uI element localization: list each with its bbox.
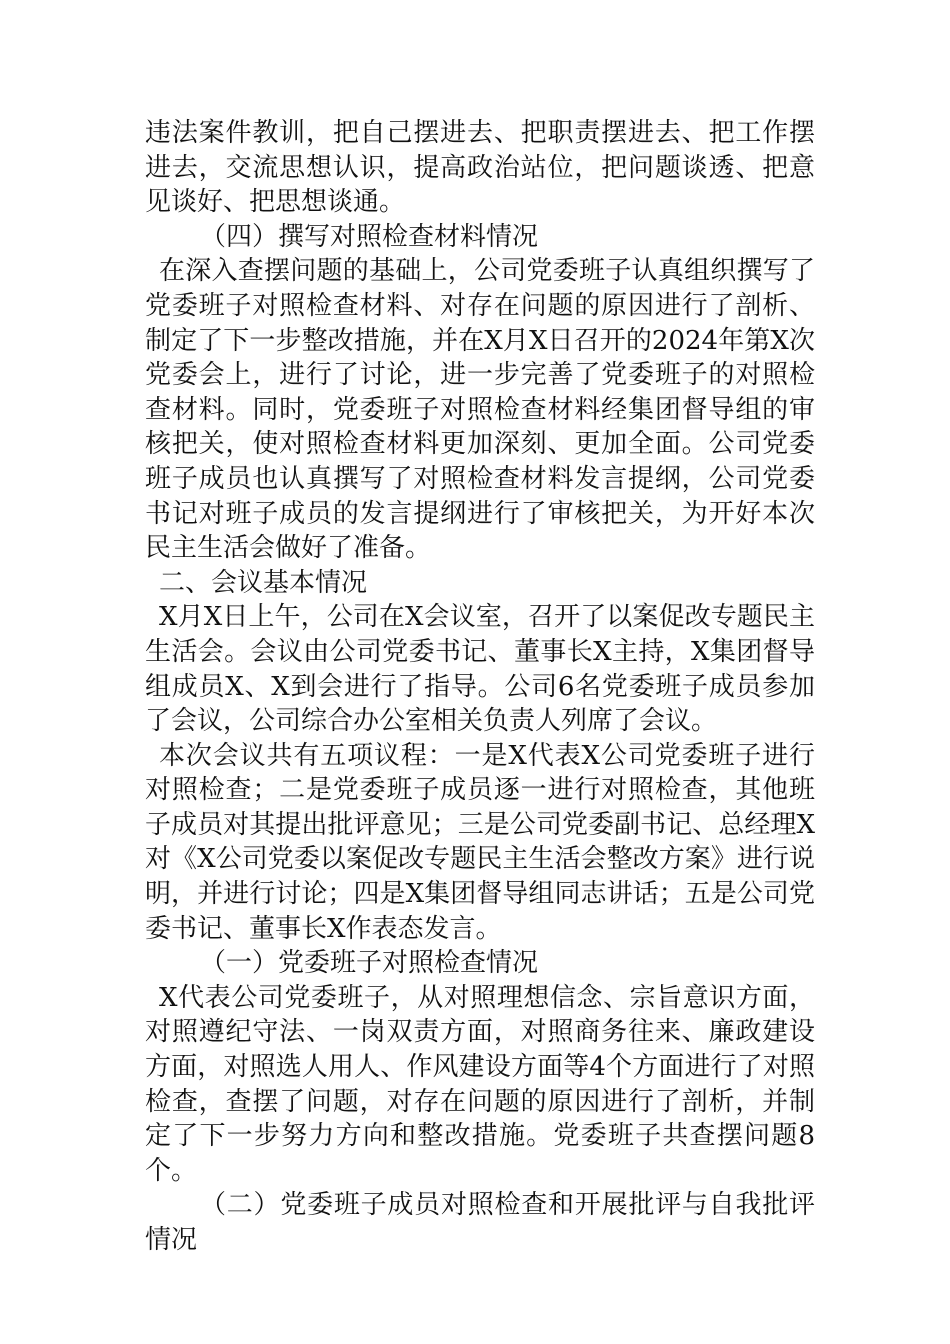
subheading-team-check: （一）党委班子对照检查情况 <box>200 948 539 979</box>
heading-meeting-basics: 二、会议基本情况 <box>159 567 368 598</box>
paragraph-materials: 在深入查摆问题的基础上，公司党委班子认真组织撰写了党委班子对照检查材料、对存在问题的原因进行了剖析、制定了下一步整改措施，并在X月X日召开的2024年第X次党委会上，进行了讨论，进一步完善了党委班子的对照检查材料。同时，党委班子对照检查材料经集团督导组的审核把关，使对照检查材料更加深刻、更加全面。公司党委班子成员也认真撰写了对照检查材料发言提纲，公司党委书记对班子成员的发言提纲进行了审核把关，为开好本次民主生活会做好了准备。 <box>145 256 815 564</box>
subheading-member-check: （二）党委班子成员对照检查和开展批评与自我批评情况 <box>145 1190 815 1255</box>
paragraph-meeting-intro: X月X日上午，公司在X会议室，召开了以案促改专题民主生活会。会议由公司党委书记、董事长X主持，X集团督导组成员X、X到会进行了指导。公司6名党委班子成员参加了会议，公司综合办公室相关负责人列席了会议。 <box>145 602 815 737</box>
paragraph-continuation: 违法案件教训，把自己摆进去、把职责摆进去、把工作摆进去，交流思想认识，提高政治站位，把问题谈透、把意见谈好、把思想谈通。 <box>145 118 815 218</box>
paragraph-team-check: X代表公司党委班子，从对照理想信念、宗旨意识方面，对照遵纪守法、一岗双责方面，对照商务往来、廉政建设方面，对照选人用人、作风建设方面等4个方面进行了对照检查，查摆了问题，对存在问题的原因进行了剖析，并制定了下一步努力方向和整改措施。党委班子共查摆问题8个。 <box>145 982 815 1186</box>
paragraph-agenda: 本次会议共有五项议程：一是X代表X公司党委班子进行对照检查；二是党委班子成员逐一进行对照检查，其他班子成员对其提出批评意见；三是公司党委副书记、总经理X对《X公司党委以案促改专题民主生活会整改方案》进行说明，并进行讨论；四是X集团督导组同志讲话；五是公司党委书记、董事长X作表态发言。 <box>145 740 815 944</box>
document-body <box>145 116 815 1258</box>
subheading-writing-materials: （四）撰写对照检查材料情况 <box>200 221 539 252</box>
